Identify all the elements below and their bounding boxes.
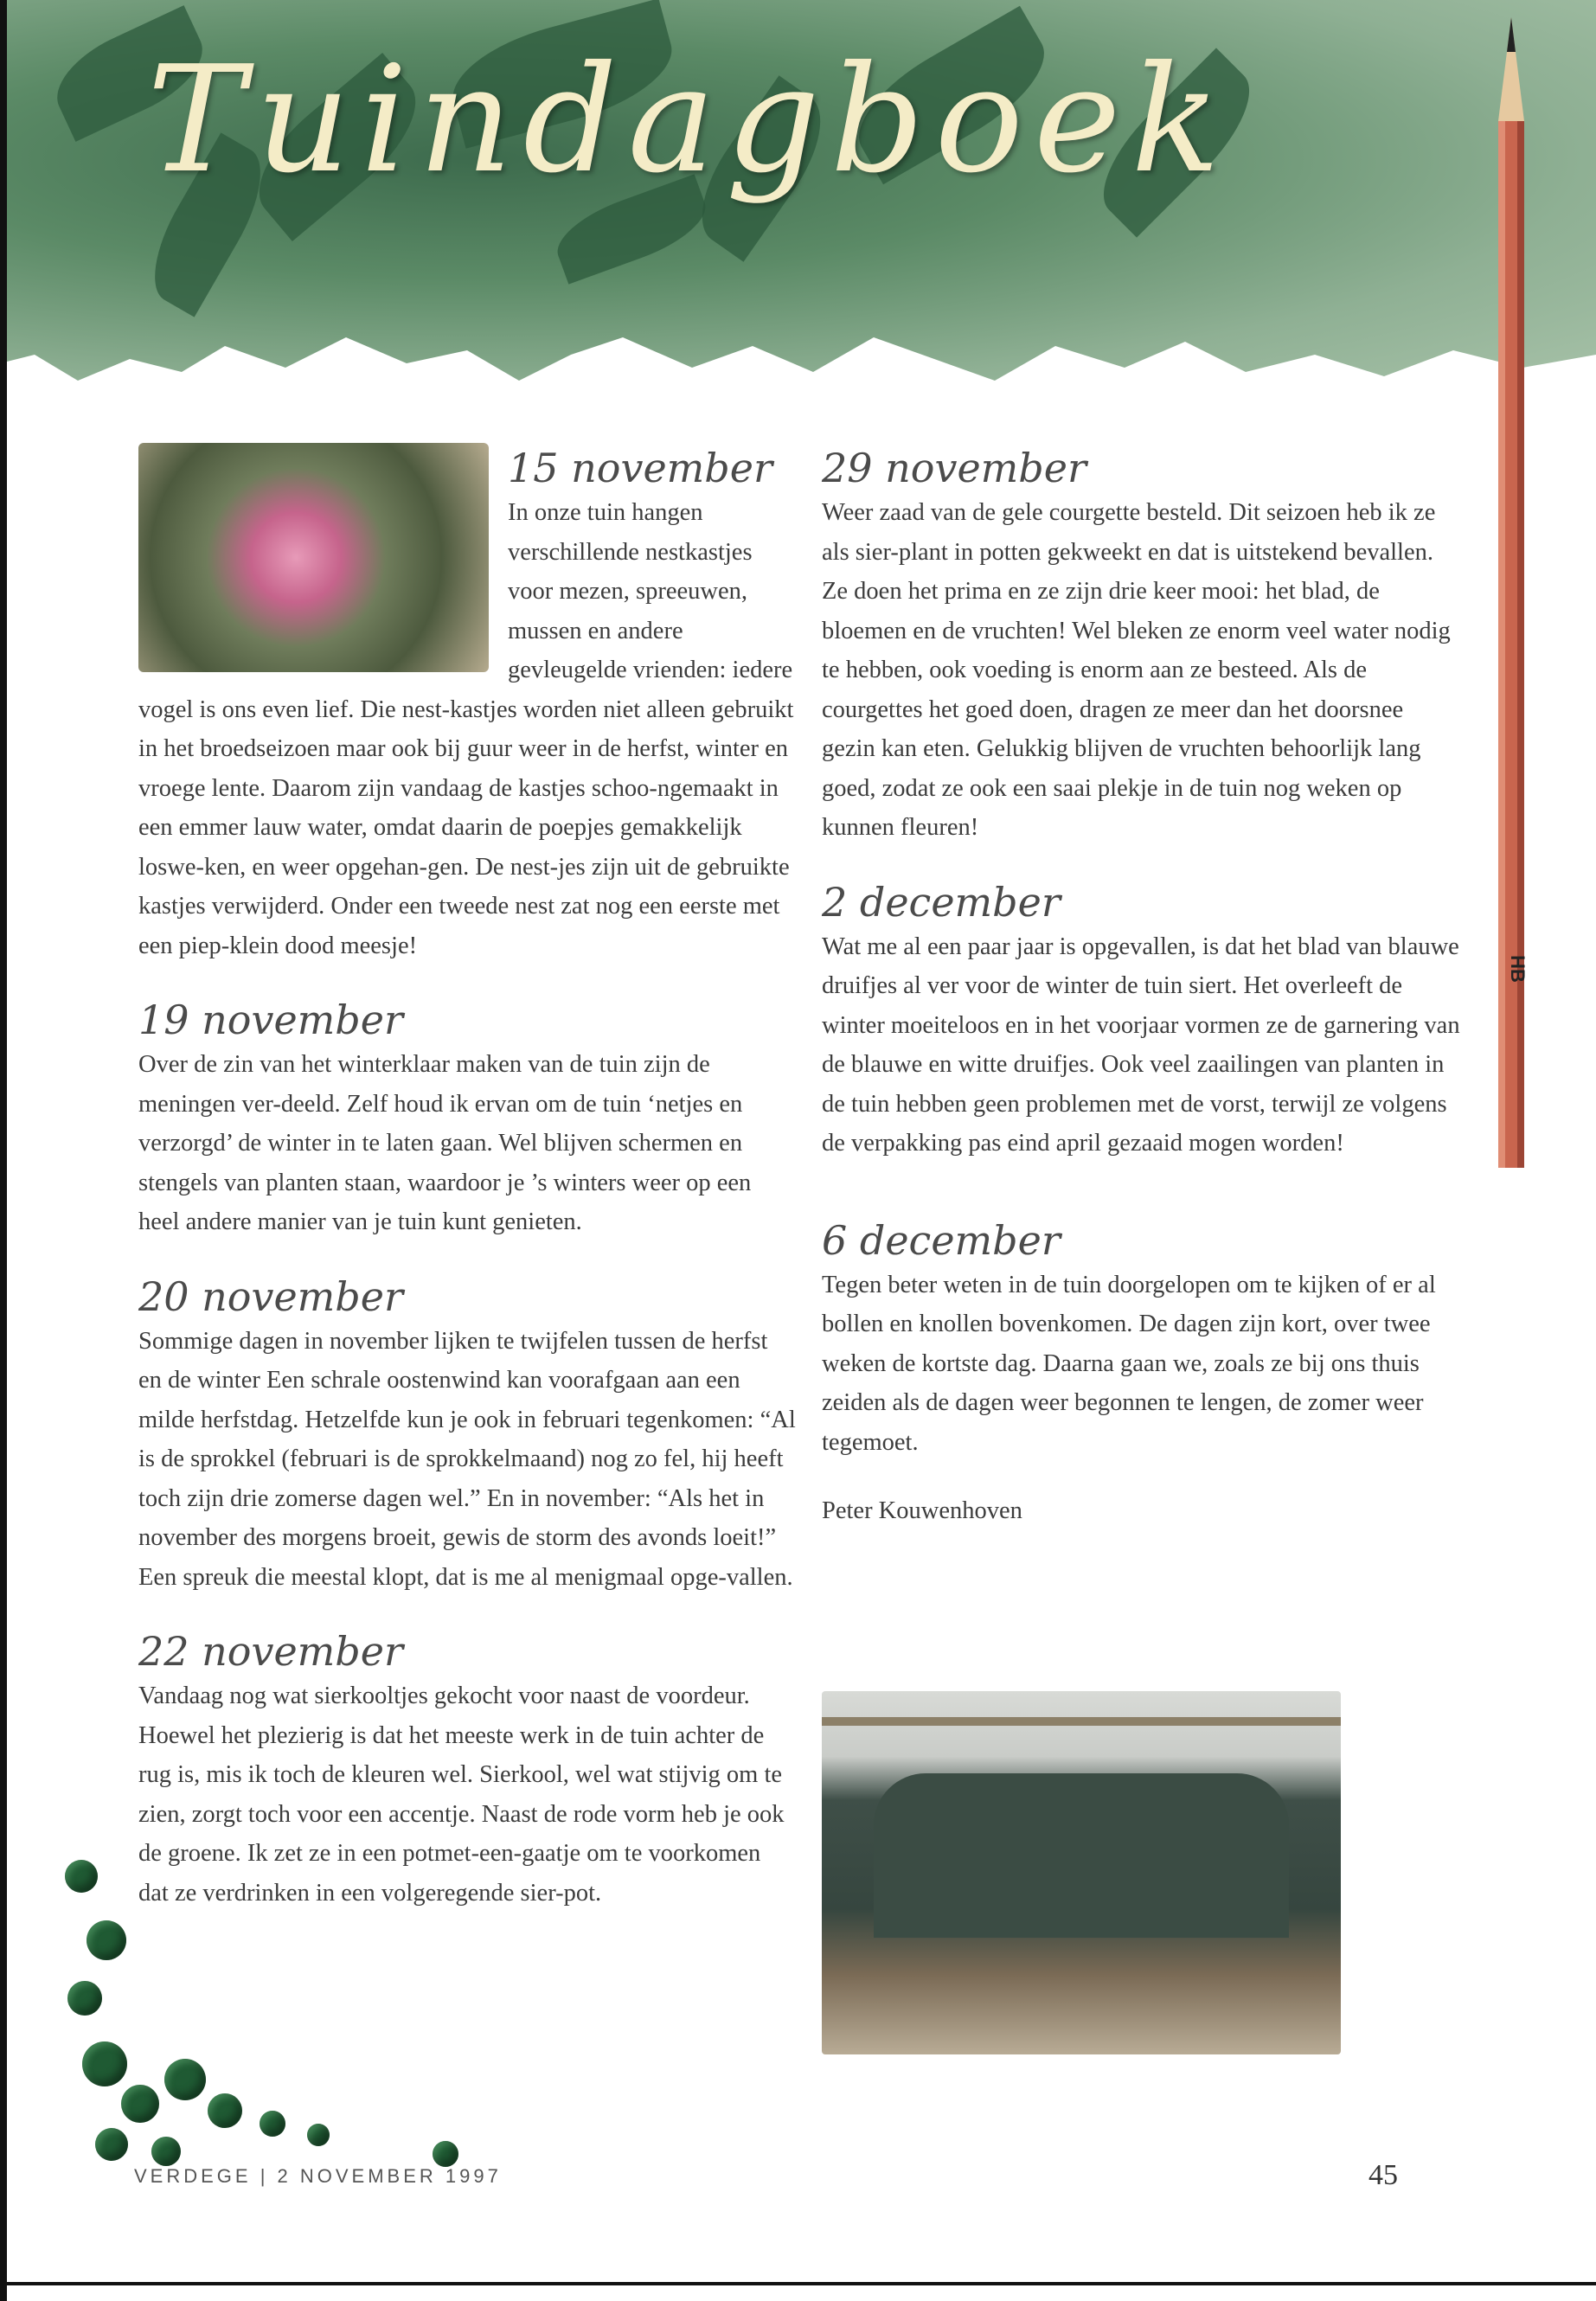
diary-entry xyxy=(822,1215,1462,1463)
diary-entry xyxy=(138,443,796,965)
page-number: 45 xyxy=(1368,2159,1398,2191)
leaf-decoration xyxy=(307,2124,330,2146)
diary-entry xyxy=(138,995,796,1242)
leaf-decoration xyxy=(208,2093,242,2128)
leaf-decoration xyxy=(433,2141,458,2167)
wooden-frame xyxy=(822,1717,1341,1726)
page-border-left xyxy=(0,0,7,2301)
page-title: Tuindagboek xyxy=(147,35,1231,206)
leaf-decoration xyxy=(95,2128,128,2161)
entry-text: Vandaag nog wat sierkooltjes gekocht voor naast de voordeur. Hoewel het plezierig is dat het meeste werk in de tuin achter de rug is, mis ik toch de kleuren wel. Sierkool, wel wat stijvig om te zien, zorgt toch voor een accentje. Naast de rode vorm heb je ook de groene. Ik zet ze in een potmet-een-gaatje om te voorkomen dat ze verdrinken in een volgeregende sier-pot. xyxy=(138,1682,785,1907)
right-column xyxy=(822,443,1462,1555)
leaf-decoration xyxy=(260,2111,285,2137)
leaf-decoration xyxy=(82,2041,127,2086)
diary-entry xyxy=(138,1626,796,1913)
leaf-decoration xyxy=(67,1981,102,2016)
entry-date: 19 november xyxy=(138,997,403,1043)
winter-garden-photo xyxy=(822,1691,1341,2054)
pencil-illustration xyxy=(1481,17,1542,1168)
footer-publication: VERDEGE | 2 NOVEMBER 1997 xyxy=(134,2165,502,2187)
entry-text: In onze tuin hangen verschillende nestkastjes voor mezen, spreeuwen, mussen en andere gevleugelde vrienden: iedere vogel is ons even lief. Die nest-kastjes worden niet alleen gebruikt in het broedseizoen maar ook bij guur weer in de herfst, winter en vroege lente. Daarom zijn vandaag de kastjes schoo-ngemaakt in een emmer lauw water, omdat daarin de poepjes gemakkelijk loswe-ken, en weer opgehan-gen. De nest-jes zijn uit de gebruikte kastjes verwijderd. Onder een tweede nest zat nog een eerste met een piep-klein dood meesje! xyxy=(138,499,794,959)
leaf-decoration xyxy=(164,2059,206,2100)
fence-panel xyxy=(874,1773,1289,1938)
entry-text: Tegen beter weten in de tuin doorgelopen om te kijken of er al bollen en knollen bovenkomen. De dagen zijn kort, over twee weken de kortste dag. Daarna gaan we, zoals ze bij ons thuis zeiden als de dagen weer begonnen te lengen, de zomer weer tegemoet. xyxy=(822,1271,1436,1456)
pencil-label: HB xyxy=(1507,955,1529,983)
leaf-decoration xyxy=(87,1920,126,1960)
entry-date: 20 november xyxy=(138,1272,403,1320)
entry-text: Wat me al een paar jaar is opgevallen, is dat het blad van blauwe druifjes al ver voor de winter de tuin siert. Het overleeft de winter moeiteloos en in het voorjaar vormen ze de garnering van de blauwe en witte druifjes. Ook veel zaailingen van planten in de tuin hebben geen problemen met de vorst, terwijl ze volgens de verpakking pas eind april gezaaid mogen worden! xyxy=(822,933,1460,1157)
entry-text: Weer zaad van de gele courgette besteld. Dit seizoen heb ik ze als sier-plant in potten gekweekt en dat is uitstekend bevallen. Ze doen het prima en ze zijn drie keer mooi: het blad, de bloemen en de vruchten! Wel bleken ze enorm veel water nodig te hebben, ook voeding is enorm aan ze besteed. Als de courgettes het goed doen, dragen ze meer dan het doorsnee gezin kan eten. Gelukkig blijven de vruchten behoorlijk lang goed, zodat ze ook een saai plekje in de tuin nog weken op kunnen fleuren! xyxy=(822,499,1451,841)
diary-entry xyxy=(138,1272,796,1598)
leaf-decoration xyxy=(65,1860,98,1893)
author-name: Peter Kouwenhoven xyxy=(822,1497,1022,1524)
entry-date: 29 november xyxy=(822,445,1086,491)
diary-entry xyxy=(822,877,1462,1163)
entry-date: 6 december xyxy=(822,1216,1061,1264)
entry-date: 22 november xyxy=(138,1628,403,1675)
entry-date: 15 november xyxy=(508,445,772,491)
leaf-decoration xyxy=(121,2085,159,2123)
diary-entry xyxy=(822,443,1462,848)
left-column xyxy=(138,443,796,1942)
torn-paper-edge xyxy=(0,285,1596,424)
page-border-bottom xyxy=(0,2282,1596,2285)
entry-date: 2 december xyxy=(822,878,1061,926)
entry-text: Sommige dagen in november lijken te twijfelen tussen de herfst en de winter Een schrale oostenwind kan voorafgaan aan een milde herfstdag. Hetzelfde kun je ook in februari tegenkomen: “Al is de sprokkel (februari is de sprokkelmaand) nog zo fel, hij heeft toch zijn drie zomerse dagen wel.” En in november: “Als het in november des morgens broeit, gewis de storm des avonds loeit!” Een spreuk die meestal klopt, dat is me al menigmaal opge-vallen. xyxy=(138,1327,796,1591)
leaf-decoration xyxy=(151,2137,181,2166)
ornamental-cabbage-photo xyxy=(138,443,489,672)
entry-text: Over de zin van het winterklaar maken van de tuin zijn de meningen ver-deeld. Zelf houd ik ervan om de tuin ‘netjes en verzorgd’ de winter in te laten gaan. Wel blijven schermen en stengels van planten staan, waardoor je ’s winters weer op een heel andere manier van je tuin kunt genieten. xyxy=(138,1051,752,1235)
